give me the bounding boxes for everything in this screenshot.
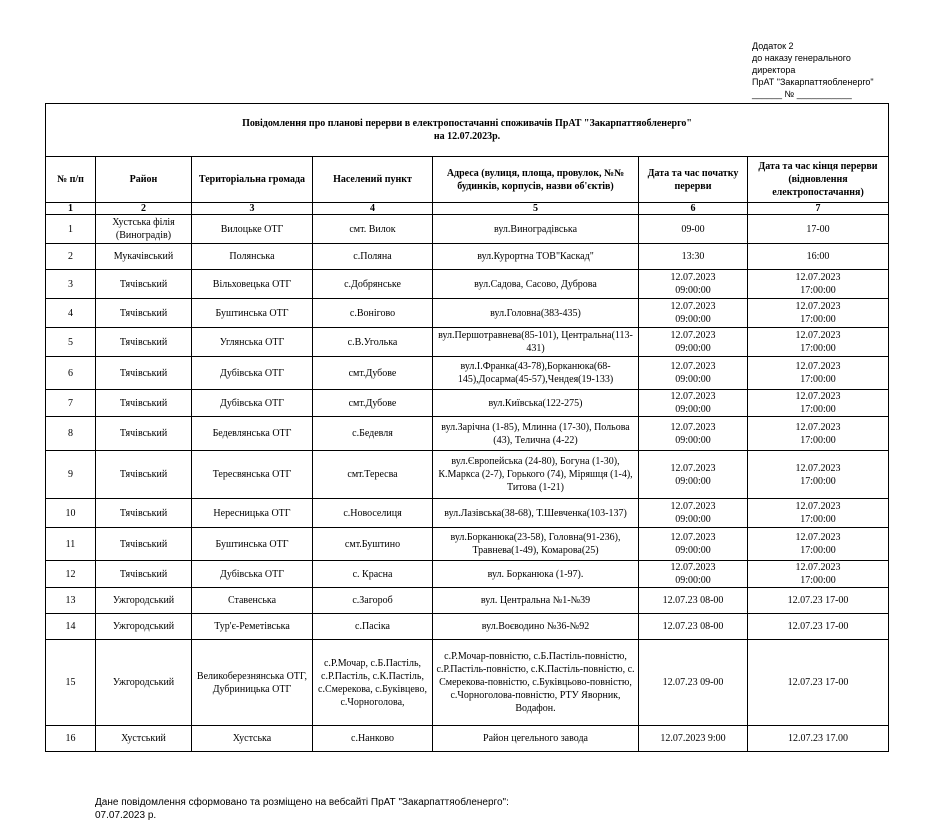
cell-settlement: с.Нанково [313,726,433,752]
cell-start-time: 12.07.2023 09:00:00 [639,561,748,588]
cell-number: 14 [46,614,96,640]
outage-table [45,103,889,752]
column-number: 3 [192,203,313,215]
cell-number: 8 [46,417,96,451]
cell-start-time: 12.07.2023 09:00:00 [639,328,748,357]
cell-address: вул.Виноградівська [433,215,639,244]
cell-community: Тересвянська ОТГ [192,451,313,499]
cell-number: 3 [46,270,96,299]
table-row [46,299,889,328]
table-row [46,561,889,588]
cell-district: Тячівський [96,270,192,299]
cell-end-time: 17-00 [748,215,889,244]
cell-end-time: 12.07.23 17.00 [748,726,889,752]
cell-start-time: 12.07.2023 09:00:00 [639,299,748,328]
cell-settlement: с.Загороб [313,588,433,614]
cell-address: вул.Зарічна (1-85), Млинна (17-30), Польова (43), Телична (4-22) [433,417,639,451]
attachment-line: Додаток 2 [752,41,794,51]
table-row [46,417,889,451]
cell-end-time: 12.07.2023 17:00:00 [748,328,889,357]
cell-district: Тячівський [96,357,192,390]
table-row [46,499,889,528]
header-end-time: Дата та час кінця перерви (відновлення електропостачання) [748,157,889,203]
cell-district: Мукачівський [96,244,192,270]
cell-community: Дубівська ОТГ [192,357,313,390]
table-row [46,640,889,726]
cell-district: Ужгородський [96,588,192,614]
cell-district: Ужгородський [96,614,192,640]
cell-start-time: 12.07.2023 09:00:00 [639,451,748,499]
cell-address: вул.Київська(122-275) [433,390,639,417]
cell-address: вул.Воєводино №36-№92 [433,614,639,640]
cell-end-time: 12.07.23 17-00 [748,588,889,614]
header-community: Територіальна громада [192,157,313,203]
cell-start-time: 09-00 [639,215,748,244]
cell-number: 5 [46,328,96,357]
cell-address: вул. Борканюка (1-97). [433,561,639,588]
table-row [46,357,889,390]
table-row [46,328,889,357]
cell-end-time: 12.07.23 17-00 [748,614,889,640]
cell-start-time: 12.07.2023 09:00:00 [639,417,748,451]
table-title-line2: на 12.07.2023р. [433,131,501,142]
table-row [46,270,889,299]
cell-community: Великоберезнянська ОТГ, Дубриницька ОТГ [192,640,313,726]
cell-number: 4 [46,299,96,328]
cell-start-time: 12.07.2023 9:00 [639,726,748,752]
cell-number: 6 [46,357,96,390]
cell-district: Тячівський [96,417,192,451]
cell-settlement: с.Бедевля [313,417,433,451]
cell-district: Хустська філія (Виноградів) [96,215,192,244]
cell-number: 9 [46,451,96,499]
table-row [46,614,889,640]
cell-community: Тур'є-Реметівська [192,614,313,640]
cell-community: Буштинська ОТГ [192,299,313,328]
cell-address: вул.Курортна ТОВ"Каскад" [433,244,639,270]
cell-address: вул.Першотравнева(85-101), Центральна(113-431) [433,328,639,357]
header-number: № п/п [46,157,96,203]
cell-number: 16 [46,726,96,752]
attachment-line: директора [752,65,796,75]
cell-settlement: смт.Дубове [313,390,433,417]
cell-community: Буштинська ОТГ [192,528,313,561]
cell-end-time: 12.07.2023 17:00:00 [748,299,889,328]
cell-settlement: с.Поляна [313,244,433,270]
cell-community: Хустська [192,726,313,752]
cell-district: Хустський [96,726,192,752]
table-row [46,588,889,614]
column-number: 6 [639,203,748,215]
cell-community: Полянська [192,244,313,270]
cell-settlement: с.Пасіка [313,614,433,640]
cell-community: Вилоцьке ОТГ [192,215,313,244]
cell-number: 7 [46,390,96,417]
column-number: 1 [46,203,96,215]
column-number: 4 [313,203,433,215]
cell-settlement: смт.Тересва [313,451,433,499]
cell-address: вул.Головна(383-435) [433,299,639,328]
cell-number: 13 [46,588,96,614]
cell-start-time: 12.07.2023 09:00:00 [639,390,748,417]
cell-district: Тячівський [96,561,192,588]
cell-district: Тячівський [96,499,192,528]
cell-community: Дубівська ОТГ [192,390,313,417]
cell-start-time: 12.07.23 08-00 [639,614,748,640]
cell-number: 10 [46,499,96,528]
footer-date: 07.07.2023 р. [95,810,157,821]
cell-start-time: 12.07.23 08-00 [639,588,748,614]
cell-district: Тячівський [96,328,192,357]
header-start-time: Дата та час початку перерви [639,157,748,203]
cell-address: вул.Європейська (24-80), Богуна (1-30), К.Маркса (2-7), Горького (74), Міряшця (1-4), Титова (1-21) [433,451,639,499]
footer-note [95,796,509,822]
cell-district: Тячівський [96,528,192,561]
cell-settlement: смт.Дубове [313,357,433,390]
cell-community: Нересницька ОТГ [192,499,313,528]
cell-settlement: с.Новоселиця [313,499,433,528]
cell-address: с.Р.Мочар-повністю, с.Б.Пастіль-повністю, с.Р.Пастіль-повністю, с.К.Пастіль-повністю, с. Смерекова-повністю, с.Буківцьово-повністю, с.Чорноголова-повністю, РТУ Яворник, Водафон. [433,640,639,726]
cell-number: 15 [46,640,96,726]
header-settlement: Населений пункт [313,157,433,203]
cell-end-time: 12.07.23 17-00 [748,640,889,726]
cell-settlement: с.Р.Мочар, с.Б.Пастіль, с.Р.Пастіль, с.К.Пастіль, с.Смерекова, с.Буківцево, с.Чорноголова, [313,640,433,726]
cell-settlement: с.В.Уголька [313,328,433,357]
cell-district: Тячівський [96,390,192,417]
cell-start-time: 13:30 [639,244,748,270]
cell-end-time: 12.07.2023 17:00:00 [748,270,889,299]
cell-district: Тячівський [96,299,192,328]
cell-start-time: 12.07.2023 09:00:00 [639,528,748,561]
cell-community: Дубівська ОТГ [192,561,313,588]
cell-district: Ужгородський [96,640,192,726]
table-row [46,215,889,244]
cell-end-time: 16:00 [748,244,889,270]
cell-start-time: 12.07.2023 09:00:00 [639,499,748,528]
column-number: 2 [96,203,192,215]
cell-end-time: 12.07.2023 17:00:00 [748,528,889,561]
attachment-line: до наказу генерального [752,53,851,63]
attachment-line: ______ № ___________ [752,89,852,99]
cell-end-time: 12.07.2023 17:00:00 [748,561,889,588]
attachment-note [752,40,932,100]
cell-number: 12 [46,561,96,588]
cell-community: Ставенська [192,588,313,614]
cell-end-time: 12.07.2023 17:00:00 [748,357,889,390]
column-number: 7 [748,203,889,215]
header-district: Район [96,157,192,203]
table-row [46,244,889,270]
cell-end-time: 12.07.2023 17:00:00 [748,451,889,499]
cell-number: 2 [46,244,96,270]
cell-settlement: с. Красна [313,561,433,588]
cell-end-time: 12.07.2023 17:00:00 [748,390,889,417]
footer-line1: Дане повідомлення сформовано та розміщено на вебсайті ПрАТ "Закарпаттяобленерго": [95,797,509,808]
table-title [46,104,889,157]
cell-number: 11 [46,528,96,561]
cell-settlement: смт. Вилок [313,215,433,244]
table-row [46,451,889,499]
cell-settlement: с.Добрянське [313,270,433,299]
table-title-line1: Повідомлення про планові перерви в електропостачанні споживачів ПрАТ "Закарпаттяобленерго" [242,118,692,129]
cell-start-time: 12.07.2023 09:00:00 [639,357,748,390]
cell-address: вул.І.Франка(43-78),Борканюка(68-145),Досарма(45-57),Чендея(19-133) [433,357,639,390]
cell-address: вул.Борканюка(23-58), Головна(91-236), Травнева(1-49), Комарова(25) [433,528,639,561]
cell-settlement: смт.Буштино [313,528,433,561]
cell-settlement: с.Вонігово [313,299,433,328]
cell-start-time: 12.07.2023 09:00:00 [639,270,748,299]
cell-district: Тячівський [96,451,192,499]
cell-number: 1 [46,215,96,244]
cell-address: вул. Центральна №1-№39 [433,588,639,614]
table-row [46,390,889,417]
column-number: 5 [433,203,639,215]
table-body [46,215,889,752]
cell-address: вул.Лазівська(38-68), Т.Шевченка(103-137) [433,499,639,528]
cell-community: Вільховецька ОТГ [192,270,313,299]
cell-end-time: 12.07.2023 17:00:00 [748,499,889,528]
cell-community: Углянська ОТГ [192,328,313,357]
header-address: Адреса (вулиця, площа, провулок, №№ будинків, корпусів, назви об'єктів) [433,157,639,203]
cell-address: Район цегельного завода [433,726,639,752]
cell-address: вул.Садова, Сасово, Дуброва [433,270,639,299]
attachment-line: ПрАТ "Закарпаттяобленерго" [752,77,874,87]
table-row [46,528,889,561]
cell-end-time: 12.07.2023 17:00:00 [748,417,889,451]
cell-community: Бедевлянська ОТГ [192,417,313,451]
cell-start-time: 12.07.23 09-00 [639,640,748,726]
table-row [46,726,889,752]
